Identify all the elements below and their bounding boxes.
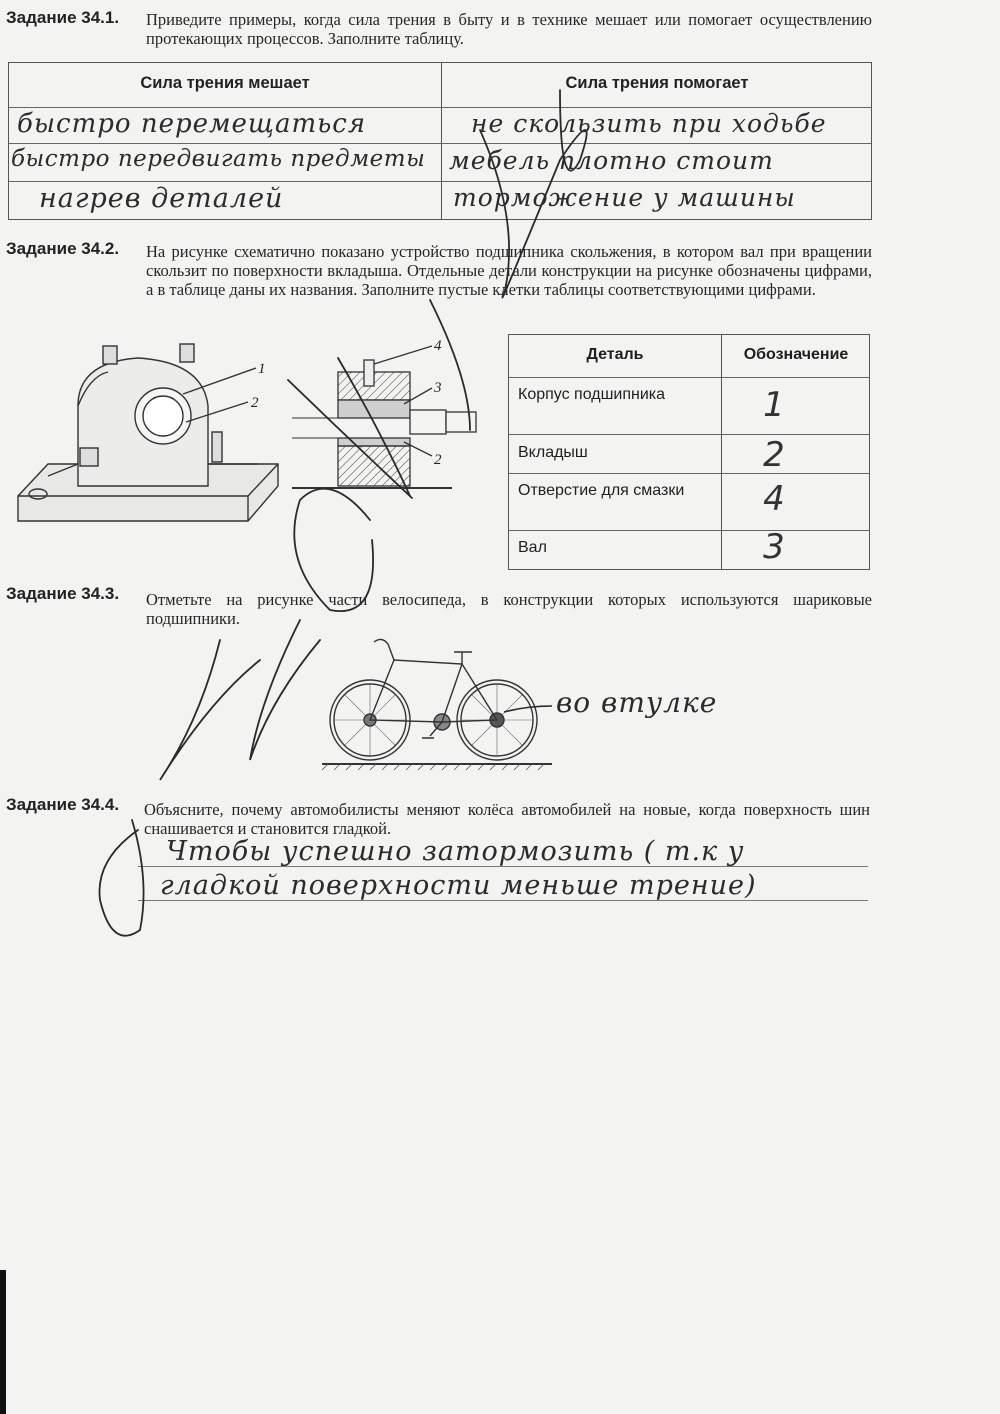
table-row-line bbox=[509, 473, 869, 474]
task-34-2-text: На рисунке схематично показано устройство подшипника скольжения, в котором вал при вращении скользит по поверхности вкладыша. Отдельные детали конструкции на рисунке обозначены цифрами, а в таблице даны их названия. Заполните пустые клетки таблицы соответствующими цифрами. bbox=[146, 242, 872, 299]
table-row-line bbox=[9, 181, 871, 182]
task-34-1-text: Приведите примеры, когда сила трения в быту и в технике мешает или помогает осуществлению протекающих процессов. Заполните таблицу. bbox=[146, 10, 872, 48]
table-row-line bbox=[509, 434, 869, 435]
friction-table-header-helps: Сила трения помогает bbox=[565, 74, 749, 92]
figure-label-2b: 2 bbox=[434, 452, 442, 468]
pencil-stroke bbox=[99, 820, 143, 936]
handwritten-answer-helps-3: торможение у машины bbox=[453, 183, 796, 212]
bearing-table-header-part: Деталь bbox=[586, 346, 644, 363]
figure-label-1: 1 bbox=[258, 361, 266, 377]
handwritten-mark-2: 2 bbox=[763, 435, 785, 475]
task-34-1-label: Задание 34.1. bbox=[6, 8, 120, 27]
bearing-table-part-3: Отверстие для смазки bbox=[518, 482, 685, 499]
handwritten-answer-helps-2: мебель плотно стоит bbox=[449, 146, 774, 175]
bearing-section-figure bbox=[292, 338, 492, 498]
handwritten-answer-bicycle: во втулке bbox=[556, 686, 718, 719]
table-row-line bbox=[509, 530, 869, 531]
handwritten-answer-hinders-3: нагрев деталей bbox=[39, 183, 284, 214]
pencil-stroke bbox=[250, 620, 320, 760]
bearing-housing-figure bbox=[8, 336, 290, 526]
bearing-table-divider bbox=[721, 335, 722, 569]
pencil-stroke bbox=[160, 640, 260, 780]
table-row-line bbox=[9, 143, 871, 144]
task-34-4-label: Задание 34.4. bbox=[6, 795, 120, 814]
table-row-line bbox=[9, 107, 871, 108]
bearing-table-part-1: Корпус подшипника bbox=[518, 386, 666, 403]
friction-table-header-hinders: Сила трения мешает bbox=[140, 74, 310, 92]
table-row-line bbox=[509, 377, 869, 378]
handwritten-answer-helps-1: не скользить при ходьбе bbox=[471, 109, 827, 138]
bicycle-figure bbox=[322, 630, 552, 772]
figure-label-2: 2 bbox=[251, 395, 259, 411]
friction-table-divider bbox=[441, 63, 442, 219]
task-34-3-text: Отметьте на рисунке части велосипеда, в конструкции которых используются шариковые подшипники. bbox=[146, 590, 872, 628]
handwritten-mark-4: 3 bbox=[763, 527, 785, 567]
task-34-2-label: Задание 34.2. bbox=[6, 239, 120, 258]
handwritten-answer-hinders-2: быстро передвигать предметы bbox=[11, 146, 426, 172]
friction-table bbox=[8, 62, 872, 220]
task-34-3-label: Задание 34.3. bbox=[6, 584, 120, 603]
bearing-table-header-mark: Обозначение bbox=[743, 346, 849, 363]
bearing-parts-table bbox=[508, 334, 870, 570]
handwritten-mark-3: 4 bbox=[763, 479, 785, 519]
figure-label-4: 4 bbox=[434, 338, 442, 354]
handwritten-answer-34-4-line2: гладкой поверхности меньше трение) bbox=[160, 870, 757, 901]
bearing-table-part-2: Вкладыш bbox=[518, 444, 588, 461]
bearing-table-part-4: Вал bbox=[518, 539, 547, 556]
scan-edge-shadow bbox=[0, 1270, 6, 1414]
task-34-4-text: Объясните, почему автомобилисты меняют колёса автомобилей на новые, когда поверхность шин снашивается и становится гладкой. bbox=[144, 800, 870, 838]
handwritten-mark-1: 1 bbox=[763, 385, 785, 425]
handwritten-answer-hinders-1: быстро перемещаться bbox=[17, 109, 367, 139]
handwritten-answer-34-4-line1: Чтобы успешно затормозить ( т.к у bbox=[166, 836, 745, 867]
figure-label-3: 3 bbox=[434, 380, 442, 396]
